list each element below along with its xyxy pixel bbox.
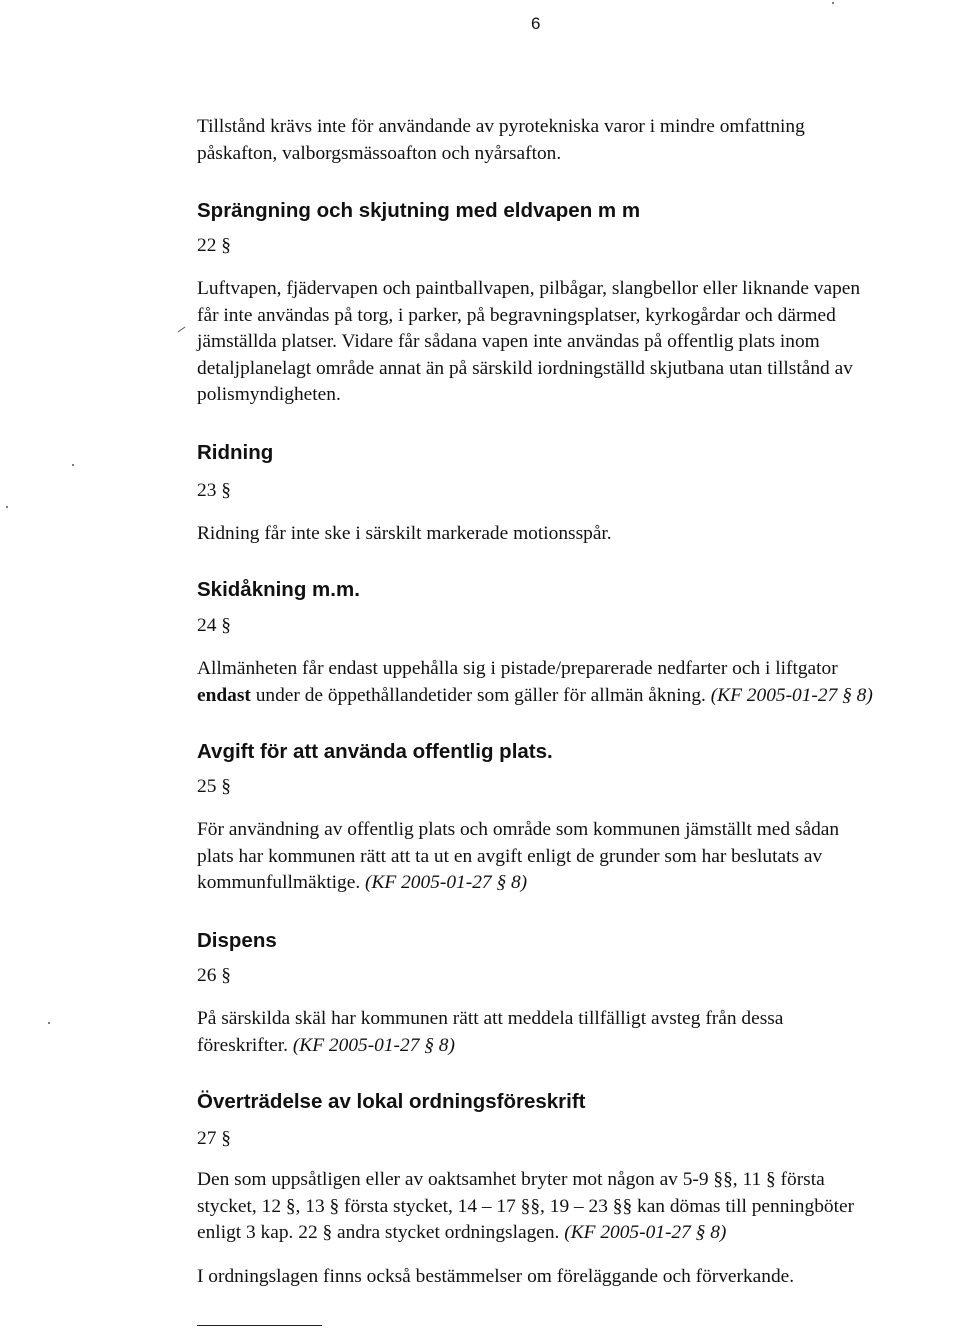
section-27-paragraph <box>197 1167 854 1247</box>
section-number-24: 24 § <box>197 615 231 636</box>
paragraph-text: enligt 3 kap. 22 § andra stycket ordningslagen. <box>197 1222 565 1243</box>
amendment-reference: (KF 2005-01-27 § 8) <box>564 1222 727 1243</box>
intro-paragraph <box>197 114 805 167</box>
paragraph-line: För användning av offentlig plats och område som kommunen jämställt med sådan <box>197 819 840 840</box>
scan-mark <box>178 327 186 333</box>
scan-speck <box>48 1022 50 1024</box>
section-heading-ridning: Ridning <box>197 441 274 464</box>
paragraph-line <box>197 1220 854 1247</box>
paragraph-line: jämställda platser. Vidare får sådana vapen inte användas på offentlig plats inom <box>197 331 820 352</box>
paragraph-line: får inte användas på torg, i parker, på begravningsplatser, kyrkogårdar och därmed <box>197 304 836 326</box>
paragraph-line <box>197 870 839 897</box>
section-number-26: 26 § <box>197 965 231 986</box>
paragraph-line: På särskilda skäl har kommunen rätt att meddela tillfälligt avsteg från dessa <box>197 1008 784 1029</box>
paragraph-line: polismyndigheten. <box>197 384 341 405</box>
scan-speck <box>832 2 834 4</box>
paragraph-text: kommunfullmäktige. <box>197 872 366 893</box>
section-heading-avgift: Avgift för att använda offentlig plats. <box>197 740 553 763</box>
section-heading-sprangning: Sprängning och skjutning med eldvapen m m <box>197 199 641 222</box>
section-heading-skidakning: Skidåkning m.m. <box>197 578 360 601</box>
paragraph-line: Tillstånd krävs inte för användande av pyrotekniska varor i mindre omfattning <box>197 116 805 137</box>
paragraph-text: föreskrifter. <box>197 1034 293 1056</box>
paragraph-line: Den som uppsåtligen eller av oaktsamhet bryter mot någon av 5-9 §§, 11 § första <box>197 1169 825 1190</box>
paragraph-line: detaljplanelagt område annat än på särskild iordningställd skjutbana utan tillstånd av <box>197 357 853 379</box>
section-22-paragraph <box>197 276 860 409</box>
section-24-paragraph <box>197 656 873 709</box>
section-number-25: 25 § <box>197 776 231 797</box>
emphasis-text: endast <box>197 684 251 706</box>
paragraph-line: Allmänheten får endast uppehålla sig i pistade/preparerade nedfarter och i liftgator <box>197 658 838 679</box>
section-heading-overtradelse: Överträdelse av lokal ordningsföreskrift <box>197 1090 586 1113</box>
scan-speck <box>72 464 74 466</box>
paragraph-line: Luftvapen, fjädervapen och paintballvapen, pilbågar, slangbellor eller liknande vapen <box>197 278 861 299</box>
paragraph-line <box>197 683 873 710</box>
paragraph-line: Ridning får inte ske i särskilt markerade motionsspår. <box>197 523 612 544</box>
section-25-paragraph <box>197 817 839 897</box>
section-number-22: 22 § <box>197 235 231 256</box>
paragraph-line <box>197 1033 783 1060</box>
paragraph-line: plats har kommunen rätt att ta ut en avgift enligt de grunder som har beslutats av <box>197 845 823 867</box>
paragraph-text: under de öppethållandetider som gäller för allmän åkning. <box>250 684 711 706</box>
footnote-rule <box>197 1325 322 1326</box>
page-number: 6 <box>531 14 541 33</box>
scan-speck <box>6 506 8 508</box>
amendment-reference: (KF 2005-01-27 § 8) <box>365 872 528 893</box>
paragraph-line: I ordningslagen finns också bestämmelser om föreläggande och förverkande. <box>197 1266 795 1287</box>
amendment-reference: (KF 2005-01-27 § 8) <box>292 1034 455 1056</box>
section-number-27: 27 § <box>197 1128 231 1149</box>
section-27-note <box>197 1264 794 1291</box>
amendment-reference: (KF 2005-01-27 § 8) <box>710 684 873 706</box>
paragraph-line: stycket, 12 §, 13 § första stycket, 14 – 17 §§, 19 – 23 §§ kan dömas till penningböter <box>197 1195 855 1217</box>
section-heading-dispens: Dispens <box>197 929 277 952</box>
section-26-paragraph <box>197 1006 783 1059</box>
section-number-23: 23 § <box>197 480 231 501</box>
paragraph-line: påskafton, valborgsmässoafton och nyårsafton. <box>197 142 562 164</box>
section-23-paragraph <box>197 521 612 548</box>
